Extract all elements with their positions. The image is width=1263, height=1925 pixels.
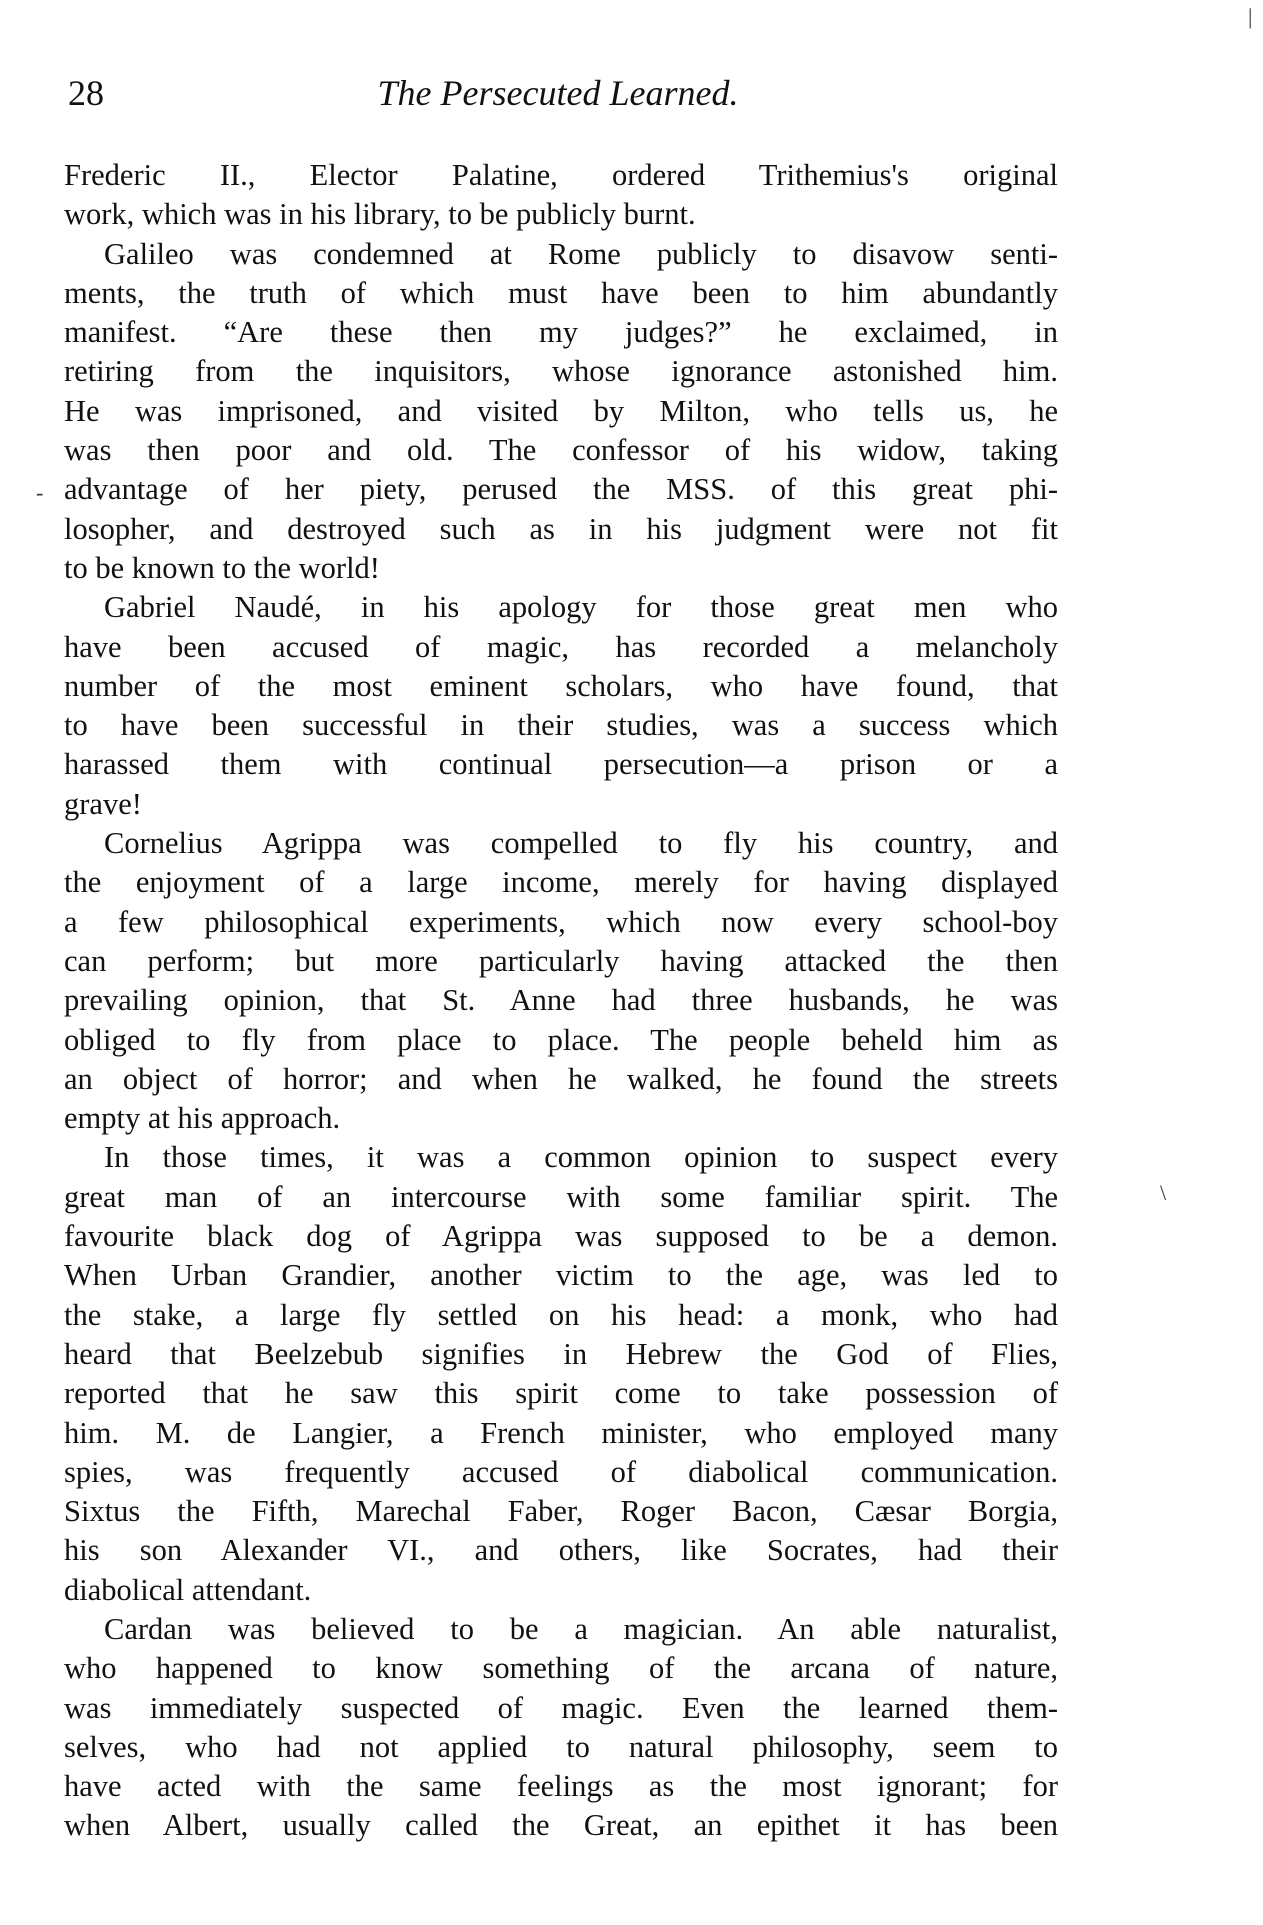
text-line: ments, the truth of which must have been to him abundantly [64, 275, 1058, 310]
text-line: heard that Beelzebub signifies in Hebrew the God of Flies, [64, 1336, 1058, 1371]
text-line: grave! [64, 786, 142, 821]
text-line: reported that he saw this spirit come to take possession of [64, 1376, 1058, 1411]
text-line: when Albert, usually called the Great, an epithet it has been [64, 1808, 1058, 1843]
text-line: have been accused of magic, has recorded a melancholy [64, 629, 1058, 664]
text-line: spies, was frequently accused of diabolical communication. [64, 1454, 1058, 1489]
text-line: to have been successful in their studies, was a success which [64, 708, 1058, 743]
text-line: work, which was in his library, to be publicly burnt. [64, 197, 696, 232]
text-line: favourite black dog of Agrippa was supposed to be a demon. [64, 1219, 1058, 1254]
body-text [64, 156, 1058, 1846]
text-line: the enjoyment of a large income, merely for having displayed [64, 865, 1058, 900]
text-line: an object of horror; and when he walked, he found the streets [64, 1061, 1058, 1096]
text-line: manifest. “Are these then my judges?” he exclaimed, in [64, 315, 1058, 350]
text-line: retiring from the inquisitors, whose ignorance astonished him. [64, 354, 1058, 389]
margin-mark: | [1248, 4, 1253, 29]
text-line: selves, who had not applied to natural philosophy, seem to [64, 1729, 1058, 1764]
text-line: Sixtus the Fifth, Marechal Faber, Roger Bacon, Cæsar Borgia, [64, 1494, 1058, 1529]
text-line: advantage of her piety, perused the MSS. of this great phi- [64, 472, 1058, 507]
text-line: him. M. de Langier, a French minister, who employed many [64, 1415, 1058, 1450]
text-line: a few philosophical experiments, which now every school-boy [64, 904, 1058, 939]
text-line: have acted with the same feelings as the most ignorant; for [64, 1769, 1058, 1804]
text-line: In those times, it was a common opinion to suspect every [104, 1140, 1058, 1175]
text-line: to be known to the world! [64, 550, 380, 585]
text-line: the stake, a large fly settled on his head: a monk, who had [64, 1297, 1058, 1332]
text-line: great man of an intercourse with some familiar spirit. The [64, 1179, 1058, 1214]
text-line: Frederic II., Elector Palatine, ordered Trithemius's original [64, 158, 1058, 192]
text-line: number of the most eminent scholars, who have found, that [64, 668, 1058, 703]
text-line: empty at his approach. [64, 1101, 341, 1136]
text-line: who happened to know something of the arcana of nature, [64, 1651, 1058, 1686]
text-line: prevailing opinion, that St. Anne had three husbands, he was [64, 983, 1058, 1018]
text-line: losopher, and destroyed such as in his judgment were not fit [64, 511, 1058, 546]
text-line: was immediately suspected of magic. Even the learned them- [64, 1690, 1058, 1725]
text-line: Cardan was believed to be a magician. An able naturalist, [104, 1611, 1058, 1646]
margin-mark: \ [1160, 1180, 1167, 1205]
text-line: harassed them with continual persecution—a prison or a [64, 747, 1058, 782]
page-header [68, 72, 1048, 122]
text-line: obliged to fly from place to place. The people beheld him as [64, 1022, 1058, 1057]
running-title: The Persecuted Learned. [377, 73, 739, 113]
text-line: He was imprisoned, and visited by Milton, who tells us, he [64, 393, 1058, 428]
text-line: his son Alexander VI., and others, like Socrates, had their [64, 1533, 1058, 1568]
text-line: can perform; but more particularly having attacked the then [64, 943, 1058, 978]
text-line: diabolical attendant. [64, 1572, 312, 1607]
text-line: was then poor and old. The confessor of his widow, taking [64, 433, 1058, 468]
page-number: 28 [68, 73, 104, 113]
margin-mark: - [36, 480, 44, 505]
text-line: Gabriel Naudé, in his apology for those great men who [104, 590, 1058, 625]
text-line: When Urban Grandier, another victim to the age, was led to [64, 1258, 1058, 1293]
text-line: Galileo was condemned at Rome publicly to disavow senti- [104, 236, 1058, 271]
text-line: Cornelius Agrippa was compelled to fly his country, and [104, 826, 1058, 861]
